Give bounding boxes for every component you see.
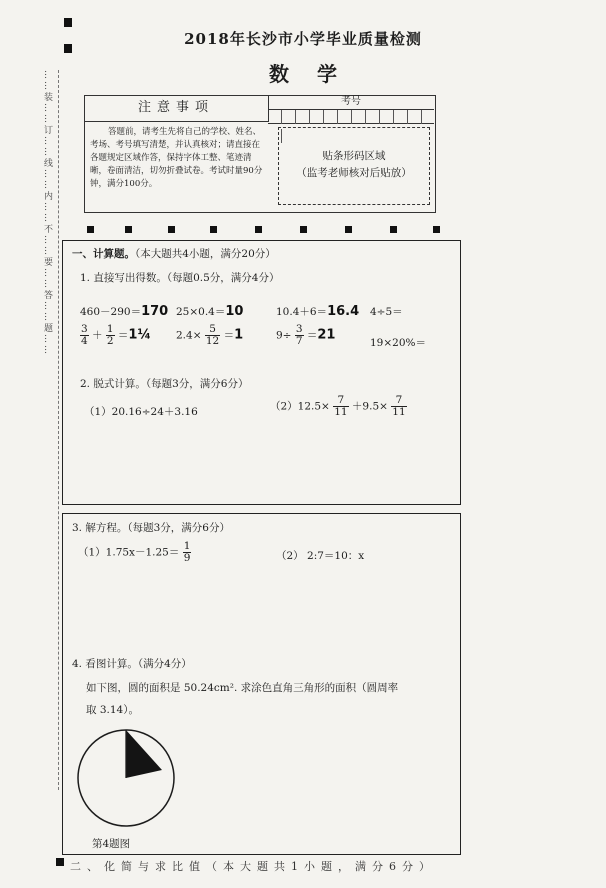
next-section-fragment: 二、化简与求比值（本大题共1小题，满分6分） xyxy=(70,860,436,873)
barcode-label: 贴条形码区域 xyxy=(322,150,386,162)
q4-text: 取 3.14）。 xyxy=(86,704,139,716)
exam-number-cells[interactable] xyxy=(268,109,434,124)
fraction: $\frac{7}{11}$ xyxy=(334,394,348,418)
fraction: $\frac{7}{11}$ xyxy=(392,394,406,418)
subject-title: 数学 xyxy=(269,62,365,86)
fraction: $\frac{5}{12}$ xyxy=(205,323,220,347)
q1-item: 4÷5＝ xyxy=(370,306,403,318)
handwritten-answer: 10 xyxy=(225,304,244,319)
shaded-triangle-region xyxy=(126,730,162,778)
q3-item: （1）1.75x－1.25＝ $\frac{1}{9}$ xyxy=(78,540,191,564)
fraction: $\frac{1}{9}$ xyxy=(183,540,191,564)
q1-item: 460－290＝170 xyxy=(80,304,169,319)
section1-heading: 一、计算题。（本大题共4小题，满分20分） xyxy=(72,248,276,260)
registration-mark xyxy=(64,18,72,27)
registration-mark xyxy=(300,226,307,233)
notice-heading: 注意事项 xyxy=(84,95,269,122)
handwritten-answer: 1 xyxy=(234,327,244,343)
notice-body: 答题前，请考生先将自己的学校、姓名、考场、考号填写清楚，并认真核对；请直接在各题规定区域作答，保持字体工整、笔迹清晰，卷面清洁，切勿折叠试卷。考试时量90分钟，满分100分。 xyxy=(90,127,263,189)
q2-item: （2）12.5× $\frac{7}{11}$ ＋9.5× $\frac{7}{11}$ xyxy=(270,394,406,418)
q2-title: 2. 脱式计算。（每题3分，满分6分） xyxy=(80,378,249,390)
registration-mark xyxy=(433,226,440,233)
registration-mark xyxy=(210,226,217,233)
handwritten-answer: 21 xyxy=(317,327,336,343)
registration-mark xyxy=(125,226,132,233)
binding-line-text: ……装……订……线……内……不……要……答……题…… xyxy=(42,70,52,356)
exam-number-label: 考号 xyxy=(268,95,434,110)
q1-item: 2.4× $\frac{5}{12}$ ＝1 xyxy=(176,323,244,347)
handwritten-answer: 16.4 xyxy=(327,304,360,319)
registration-mark xyxy=(345,226,352,233)
barcode-area xyxy=(278,127,430,205)
figure-caption: 第4题图 xyxy=(92,838,131,850)
registration-mark xyxy=(390,226,397,233)
q3-item: （2） 2:7＝10：x xyxy=(276,550,365,562)
q4-title: 4. 看图计算。（满分4分） xyxy=(72,658,192,670)
handwritten-answer: 170 xyxy=(141,304,169,319)
binding-line xyxy=(58,70,59,790)
fraction: $\frac{1}{2}$ xyxy=(106,323,114,347)
registration-mark xyxy=(255,226,262,233)
q1-item: 10.4＋6＝16.4 xyxy=(276,304,360,319)
q1-item: $\frac{3}{4}$ ＋ $\frac{1}{2}$ ＝1¼ xyxy=(81,323,151,347)
registration-mark xyxy=(168,226,175,233)
q1-item: 9÷ $\frac{3}{7}$ ＝21 xyxy=(276,323,336,347)
handwritten-answer: 1¼ xyxy=(128,327,151,343)
registration-mark xyxy=(87,226,94,233)
circle-figure xyxy=(70,722,180,832)
q4-text: 如下图，圆的面积是 50.24cm². 求涂色直角三角形的面积（圆周率 xyxy=(86,682,399,694)
q3-title: 3. 解方程。（每题3分，满分6分） xyxy=(72,522,230,534)
q1-item: 25×0.4＝10 xyxy=(176,304,244,319)
fraction: $\frac{3}{7}$ xyxy=(295,323,303,347)
exam-title: 2018年长沙市小学毕业质量检测 xyxy=(184,30,422,48)
q1-title: 1. 直接写出得数。（每题0.5分，满分4分） xyxy=(80,272,280,284)
fraction: $\frac{3}{4}$ xyxy=(81,323,88,347)
barcode-note: （监考老师核对后贴放） xyxy=(296,167,412,179)
q1-item: 19×20%＝ xyxy=(370,337,426,349)
registration-mark xyxy=(56,858,64,866)
q2-item: （1）20.16÷24＋3.16 xyxy=(84,406,198,418)
